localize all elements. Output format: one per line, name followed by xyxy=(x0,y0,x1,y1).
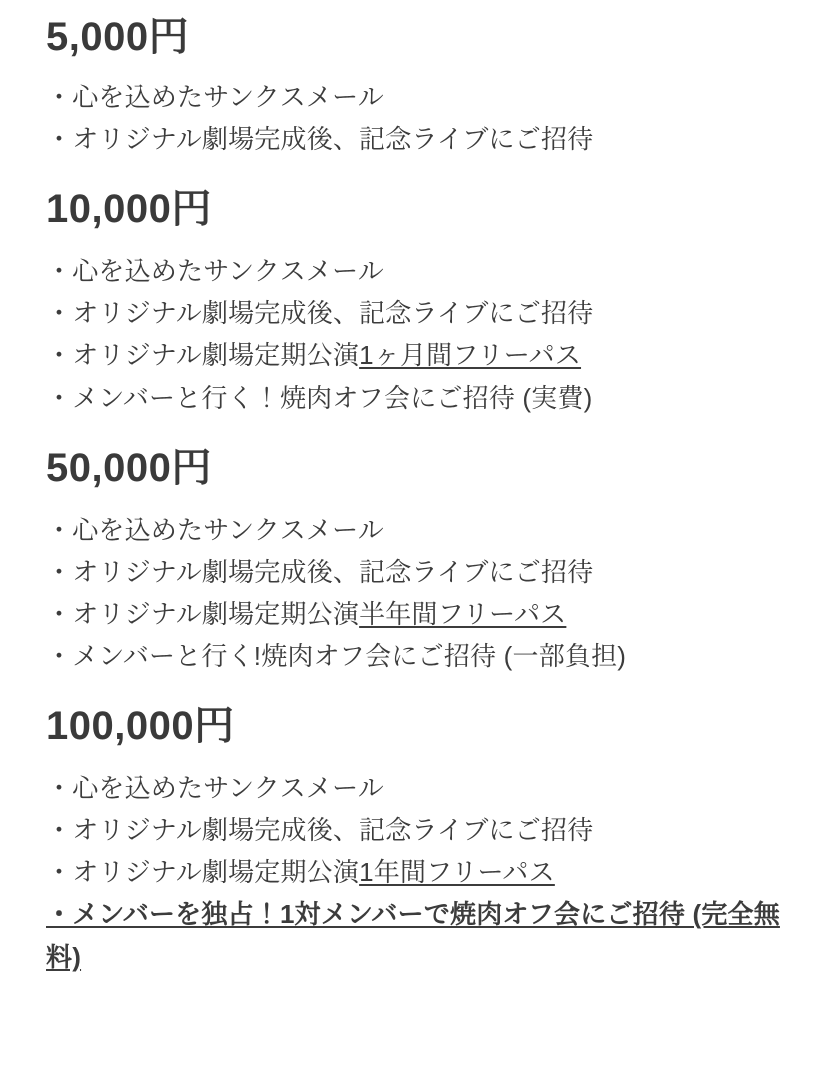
tier-block xyxy=(46,703,782,978)
tier-amount: 10,000円 xyxy=(46,187,212,232)
benefit-text: ・メンバーと行く！焼肉オフ会にご招待 (実費) xyxy=(46,382,593,413)
benefit-text: ・オリジナル劇場完成後、記念ライブにご招待 xyxy=(46,556,594,587)
tier-amount: 50,000円 xyxy=(46,445,212,490)
benefit-item xyxy=(46,851,782,893)
benefit-item xyxy=(46,809,782,851)
benefit-text: ・心を込めたサンクスメール xyxy=(46,256,385,287)
benefit-item xyxy=(46,509,782,551)
benefit-item xyxy=(46,292,782,334)
tier-block xyxy=(46,186,782,418)
benefit-item xyxy=(46,76,782,118)
benefit-text: ・心を込めたサンクスメール xyxy=(46,82,385,112)
benefit-text: ・オリジナル劇場定期公演 xyxy=(46,857,360,888)
benefit-highlight: 半年間フリーパス xyxy=(359,598,567,629)
benefit-highlight: ・メンバーを独占！1対メンバーで焼肉オフ会にご招待 (完全無料) xyxy=(46,899,780,972)
benefit-item xyxy=(46,767,782,809)
tier-block xyxy=(46,14,782,160)
benefit-text: ・オリジナル劇場定期公演 xyxy=(46,598,360,629)
benefit-item xyxy=(46,377,782,419)
benefit-text: ・オリジナル劇場完成後、記念ライブにご招待 xyxy=(46,815,594,846)
benefit-text: ・オリジナル劇場完成後、記念ライブにご招待 xyxy=(46,124,594,155)
benefit-item xyxy=(46,635,782,677)
benefit-highlight: 1ヶ月間フリーパス xyxy=(359,340,582,371)
benefit-text: ・心を込めたサンクスメール xyxy=(46,514,385,545)
benefit-item xyxy=(46,551,782,593)
benefit-item xyxy=(46,250,782,292)
tier-amount: 5,000円 xyxy=(46,15,190,59)
benefit-text: ・メンバーと行く!焼肉オフ会にご招待 (一部負担) xyxy=(46,640,627,671)
benefit-item xyxy=(46,118,782,160)
benefit-highlight: 1年間フリーパス xyxy=(359,857,555,888)
benefit-item xyxy=(46,893,782,977)
benefit-text: ・心を込めたサンクスメール xyxy=(46,773,385,804)
tier-block xyxy=(46,445,782,677)
benefit-text: ・オリジナル劇場定期公演 xyxy=(46,340,360,371)
tier-list xyxy=(46,14,782,978)
tier-amount: 100,000円 xyxy=(46,704,235,749)
benefit-item xyxy=(46,334,782,376)
benefit-item xyxy=(46,593,782,635)
benefit-text: ・オリジナル劇場完成後、記念ライブにご招待 xyxy=(46,298,594,329)
